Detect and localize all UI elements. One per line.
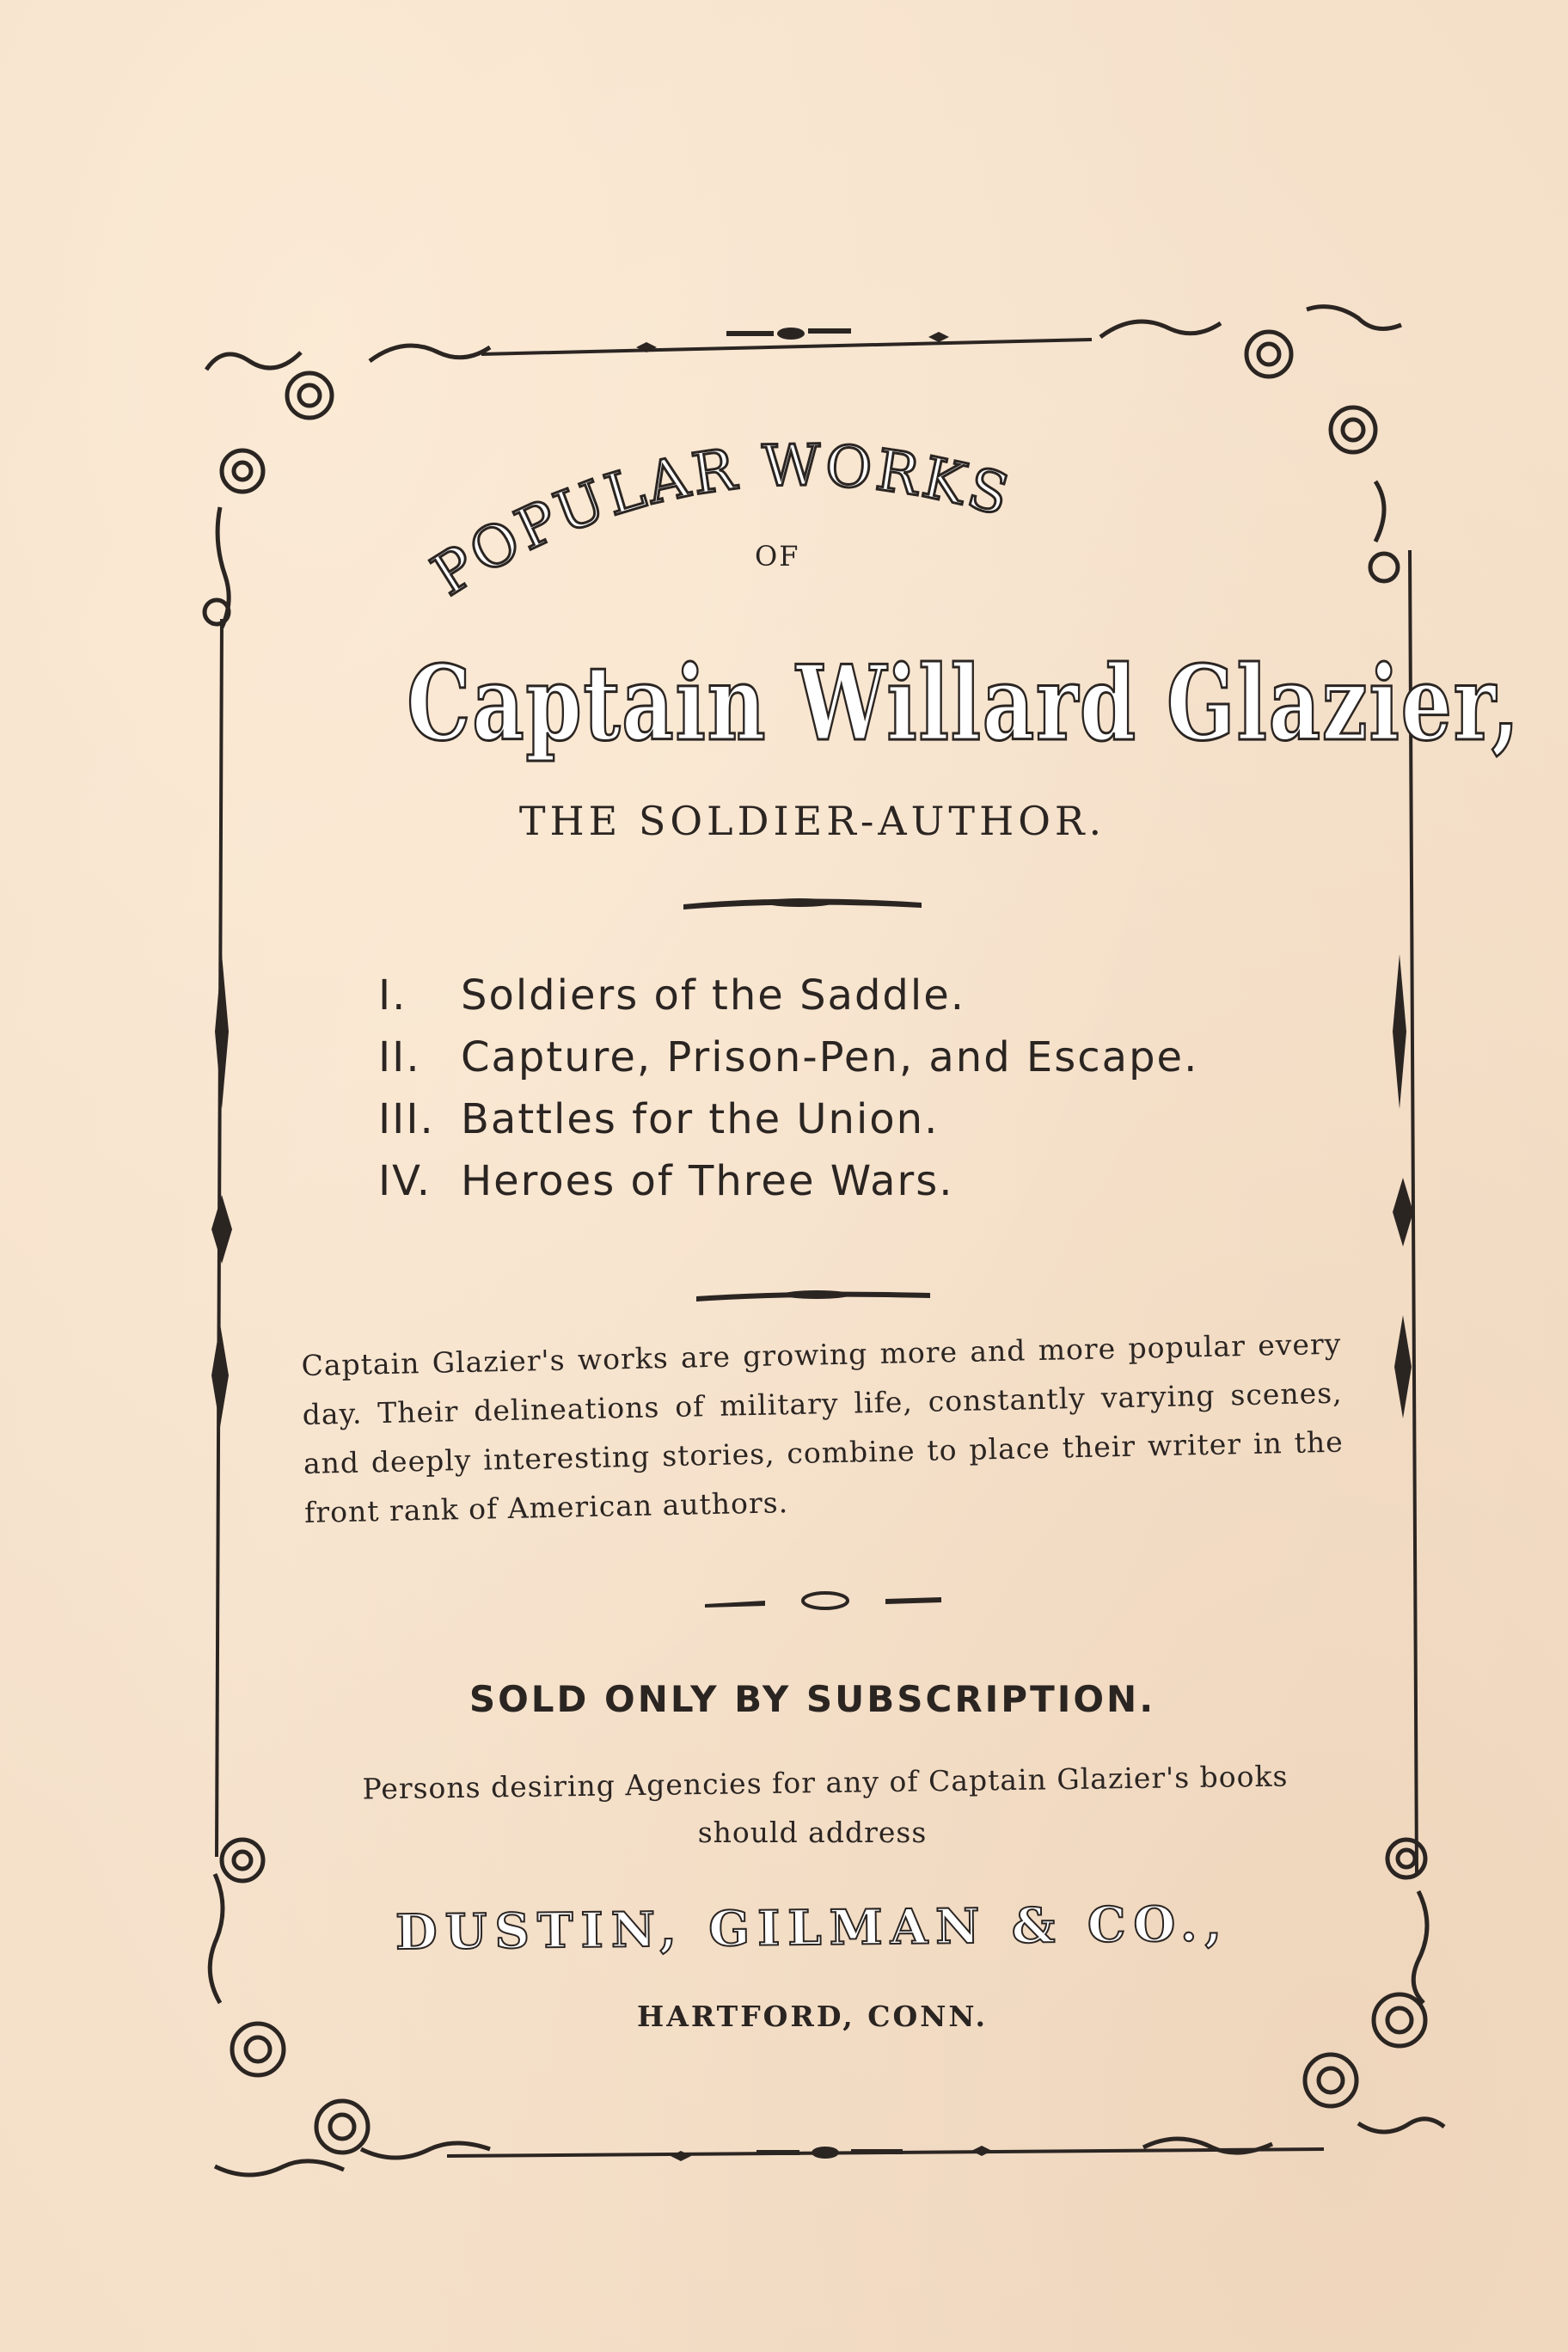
address-text: should address (697, 1816, 928, 1849)
work-title: Soldiers of the Saddle. (461, 971, 966, 1020)
popular-works-arc (395, 413, 1186, 636)
work-numeral: II. (378, 1033, 421, 1081)
work-title: Capture, Prison-Pen, and Escape. (461, 1033, 1199, 1081)
publisher-name: DUSTIN, GILMAN & CO., (395, 1895, 1230, 1962)
work-title: Heroes of Three Wars. (461, 1157, 954, 1205)
work-numeral: I. (378, 971, 407, 1020)
works-list-item (378, 1033, 1238, 1095)
work-title: Battles for the Union. (461, 1095, 940, 1143)
agency-text: Persons desiring Agencies for any of Captain Glazier's books (362, 1759, 1289, 1806)
of-word: OF (755, 540, 800, 573)
author-subtitle: THE SOLDIER-AUTHOR. (518, 798, 1106, 844)
arc-title-text: POPULAR WORKS (420, 432, 1020, 609)
work-numeral: IV. (378, 1157, 432, 1205)
works-list (378, 971, 1238, 1219)
works-list-item (378, 1157, 1238, 1219)
description-paragraph: Captain Glazier's works are growing more and more popular every day. Their delineations of military life, constantly varying scenes, and deeply interesting stories, combine to place their writer in the front rank of American authors. (301, 1326, 1344, 1529)
author-name-title: Captain Willard Glazier, (407, 643, 1521, 764)
works-list-item (378, 971, 1238, 1033)
subscription-notice: SOLD ONLY BY SUBSCRIPTION. (469, 1678, 1156, 1720)
works-list-item (378, 1095, 1238, 1157)
work-numeral: III. (378, 1095, 435, 1143)
publisher-city: HARTFORD, CONN. (637, 2000, 988, 2033)
